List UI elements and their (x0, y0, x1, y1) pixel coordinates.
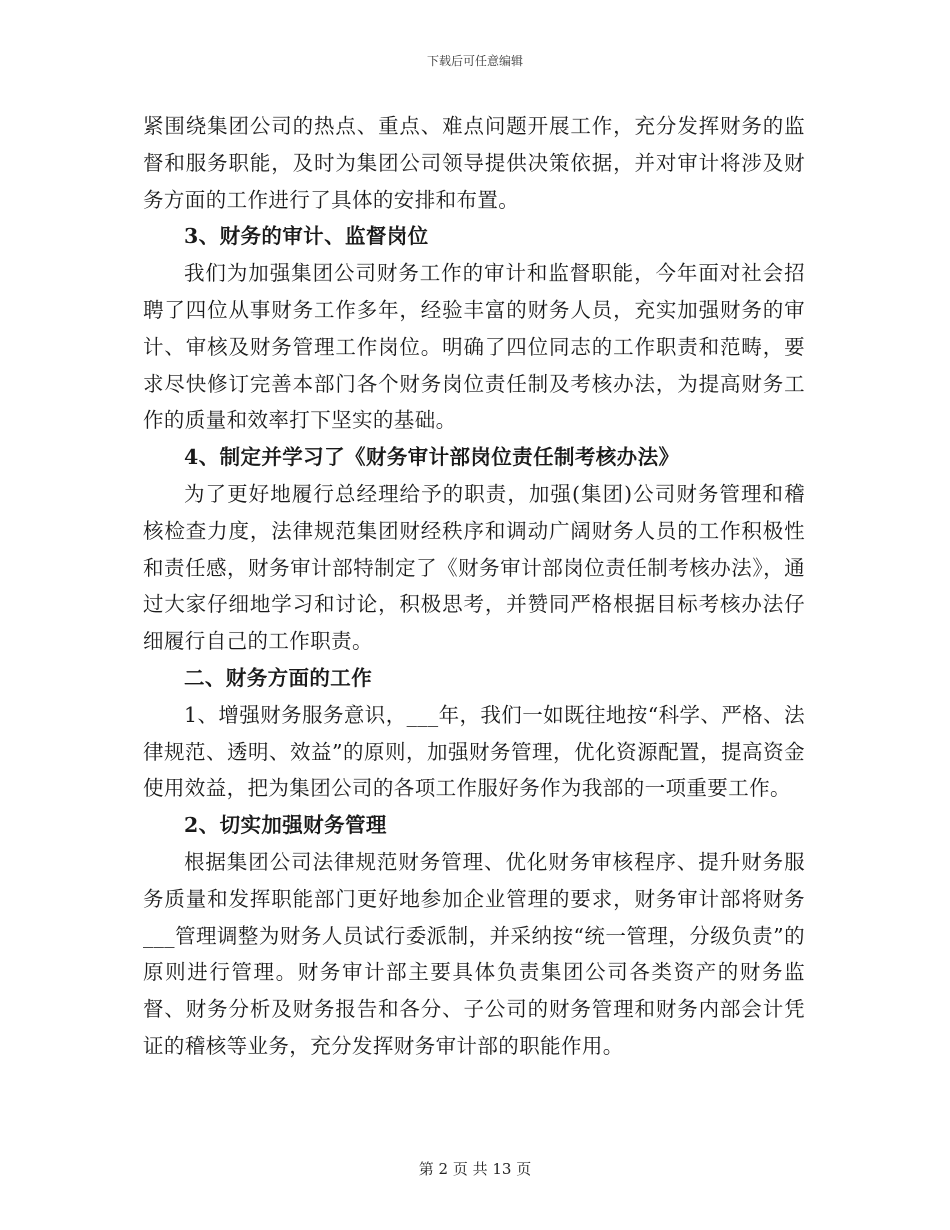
page-header: 下载后可任意编辑 (426, 54, 523, 68)
paragraph-management-reform: 根据集团公司法律规范财务管理、优化财务审核程序、提升财务服务质量和发挥职能部门更好地参加企业管理的要求，财务审计部将财务___管理调整为财务人员试行委派制，并采纳按“统一管理，分级负责”的原则进行管理。财务审计部主要具体负责集团公司各类资产的财务监督、财务分析及财务报告和各分、子公司的财务管理和财务内部会计凭证的稽核等业务，充分发挥财务审计部的职能作用。 (143, 849, 805, 1058)
document-body (143, 108, 805, 1065)
page-number: 第 2 页 共 13 页 (418, 1160, 532, 1178)
heading-financial-work: 二、财务方面的工作 (184, 665, 373, 690)
heading-assessment-method: 4、制定并学习了《财务审计部岗位责任制考核办法》 (184, 445, 680, 470)
paragraph-service-awareness: 1、增强财务服务意识，___年，我们一如既往地按“科学、严格、法律规范、透明、效益”的原则，加强财务管理，优化资源配置，提高资金使用效益，把为集团公司的各项工作服好务作为我部的一项重要工作。 (143, 702, 805, 801)
heading-audit-supervision-posts: 3、财务的审计、监督岗位 (184, 224, 429, 249)
paragraph-continuation: 紧围绕集团公司的热点、重点、难点问题开展工作，充分发挥财务的监督和服务职能，及时为集团公司领导提供决策依据，并对审计将涉及财务方面的工作进行了具体的安排和布置。 (143, 114, 805, 212)
paragraph-assessment-method: 为了更好地履行总经理给予的职责，加强(集团)公司财务管理和稽核检查力度，法律规范集团财经秩序和调动广阔财务人员的工作积极性和责任感，财务审计部特制定了《财务审计部岗位责任制考核办法》，通过大家仔细地学习和讨论，积极思考，并赞同严格根据目标考核办法仔细履行自己的工作职责。 (143, 481, 805, 654)
paragraph-recruitment: 我们为加强集团公司财务工作的审计和监督职能，今年面对社会招聘了四位从事财务工作多年，经验丰富的财务人员，充实加强财务的审计、审核及财务管理工作岗位。明确了四位同志的工作职责和范畴，要求尽快修订完善本部门各个财务岗位责任制及考核办法，为提高财务工作的质量和效率打下坚实的基础。 (143, 261, 805, 433)
heading-strengthen-management: 2、切实加强财务管理 (184, 813, 387, 838)
